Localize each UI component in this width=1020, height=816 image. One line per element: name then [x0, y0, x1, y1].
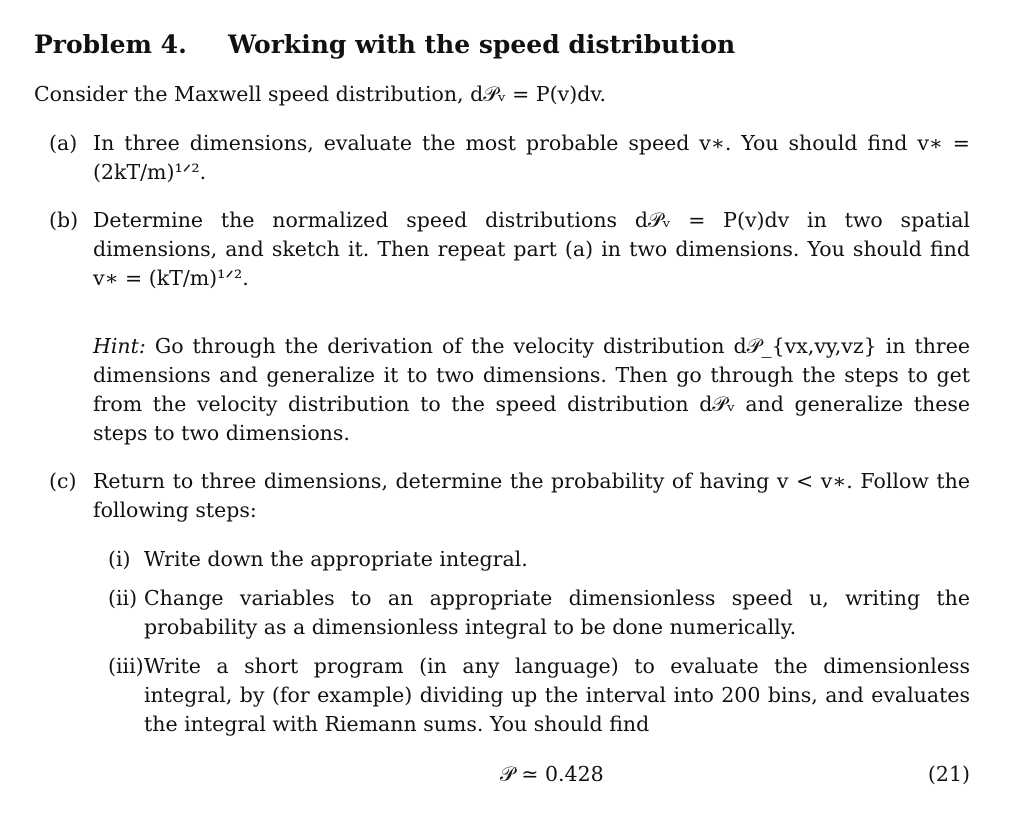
hint-paragraph: [93, 332, 970, 448]
problem-title: Working with the speed distribution: [228, 30, 736, 59]
intro-paragraph: Consider the Maxwell speed distribution, d𝒫ᵥ = P(v)dv.: [34, 82, 606, 106]
step-ii-text: Change variables to an appropriate dimensionless speed u, writing the probability as a dimensionless integral to be done numerically.: [144, 586, 970, 639]
hint-label: Hint:: [93, 334, 146, 358]
part-c: [49, 467, 970, 525]
equation-number: (21): [927, 762, 970, 786]
step-ii: [108, 584, 970, 642]
part-b: [49, 206, 970, 293]
part-c-text: Return to three dimensions, determine the probability of having v < v∗. Follow the following steps:: [93, 469, 970, 522]
hint-text: Go through the derivation of the velocity distribution d𝒫_{vx,vy,vz} in three dimensions and generalize it to two dimensions. Then go through the steps to get from the velocity distribution to the speed distribution d𝒫ᵥ and generalize these steps to two dimensions.: [93, 334, 970, 445]
part-b-label: (b): [49, 208, 79, 232]
problem-heading: [34, 30, 735, 59]
problem-number: Problem 4.: [34, 30, 187, 59]
step-i-text: Write down the appropriate integral.: [144, 547, 528, 571]
part-c-label: (c): [49, 469, 77, 493]
step-iii: [108, 652, 970, 739]
equation-21: [0, 762, 1020, 792]
step-ii-label: (ii): [108, 586, 138, 610]
equation-body: 𝒫 ≃ 0.428: [500, 762, 604, 786]
part-a: [49, 129, 970, 187]
step-i: [108, 545, 970, 574]
step-i-label: (i): [108, 547, 131, 571]
step-iii-label: (iii): [108, 654, 144, 678]
part-b-text: Determine the normalized speed distributions d𝒫ᵥ = P(v)dv in two spatial dimensions, and sketch it. Then repeat part (a) in two dimensions. You should find v∗ = (kT/m)¹ᐟ².: [93, 208, 970, 290]
part-a-label: (a): [49, 131, 78, 155]
step-iii-text: Write a short program (in any language) to evaluate the dimensionless integral, by (for example) dividing up the interval into 200 bins, and evaluates the integral with Riemann sums. You should find: [144, 654, 970, 736]
part-a-text: In three dimensions, evaluate the most probable speed v∗. You should find v∗ = (2kT/m)¹ᐟ².: [93, 131, 970, 184]
